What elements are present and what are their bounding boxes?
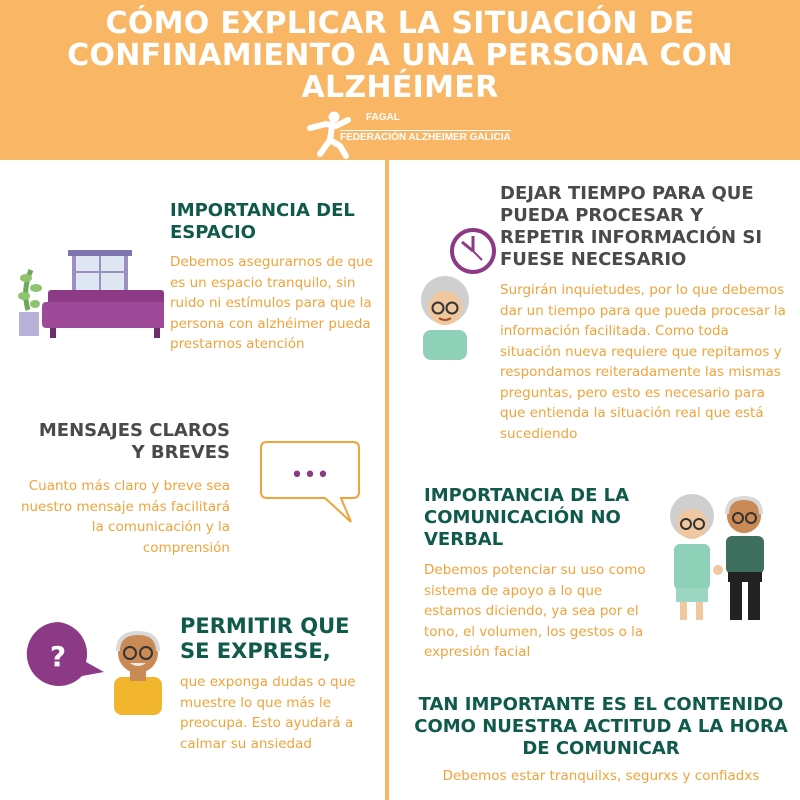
page-title: CÓMO EXPLICAR LA SITUACIÓN DE CONFINAMIENTO A UNA PERSONA CON ALZHÉIMER xyxy=(67,6,733,105)
heading-tiempo: DEJAR TIEMPO PARA QUE PUEDA PROCESAR Y REPETIR INFORMACIÓN SI FUESE NECESARIO xyxy=(500,183,763,270)
logo-name: FAGAL xyxy=(366,112,400,123)
heading-mensajes: MENSAJES CLAROS Y BREVES xyxy=(38,420,230,463)
header-banner xyxy=(0,0,800,160)
bubble-dots: ••• xyxy=(290,463,330,488)
heading-actitud: TAN IMPORTANTE ES EL CONTENIDO COMO NUESTRA ACTITUD A LA HORA DE COMUNICAR xyxy=(414,694,788,759)
elderly-woman-icon xyxy=(413,274,477,360)
question-mark: ? xyxy=(49,640,67,673)
fagal-logo xyxy=(300,110,520,158)
column-divider xyxy=(385,160,389,800)
elderly-couple-icon xyxy=(664,494,784,624)
sofa-window-icon xyxy=(14,250,164,342)
text-no-verbal: Debemos potenciar su uso como sistema de apoyo a lo que estamos diciendo, ya sea por el tono, el volumen, los gestos o la expresión facial xyxy=(424,562,646,660)
heading-no-verbal: IMPORTANCIA DE LA COMUNICACIÓN NO VERBAL xyxy=(424,485,630,550)
text-mensajes: Cuanto más claro y breve sea nuestro mensaje más facilitará la comunicación y la comprensión xyxy=(20,478,230,556)
heading-espacio: IMPORTANCIA DEL ESPACIO xyxy=(170,200,355,243)
text-espacio: Debemos asegurarnos de que es un espacio tranquilo, sin ruido ni estímulos para que la persona con alzhéimer pueda prestarnos atención xyxy=(170,254,373,352)
question-bubble-icon xyxy=(22,620,112,690)
text-tiempo: Surgirán inquietudes, por lo que debemos dar un tiempo para que pueda procesar la información facilitada. Como toda situación nueva requiere que repitamos y respondamos reiteradamente las mismas preguntas, pero esto es necesario para que entienda la situación real que está sucediendo xyxy=(500,282,786,442)
heading-expresar: PERMITIR QUE SE EXPRESE, xyxy=(180,614,350,663)
clock-icon xyxy=(448,226,498,276)
logo-subtitle: FEDERACIÓN ALZHEIMER GALICIA xyxy=(340,132,511,143)
speech-bubble-icon xyxy=(255,438,365,528)
text-actitud: Debemos estar tranquilxs, segurxs y confiadxs xyxy=(442,768,760,784)
elderly-man-icon xyxy=(108,625,168,715)
text-expresar: que exponga dudas o que muestre lo que más le preocupa. Esto ayudará a calmar su ansiedad xyxy=(180,674,356,752)
